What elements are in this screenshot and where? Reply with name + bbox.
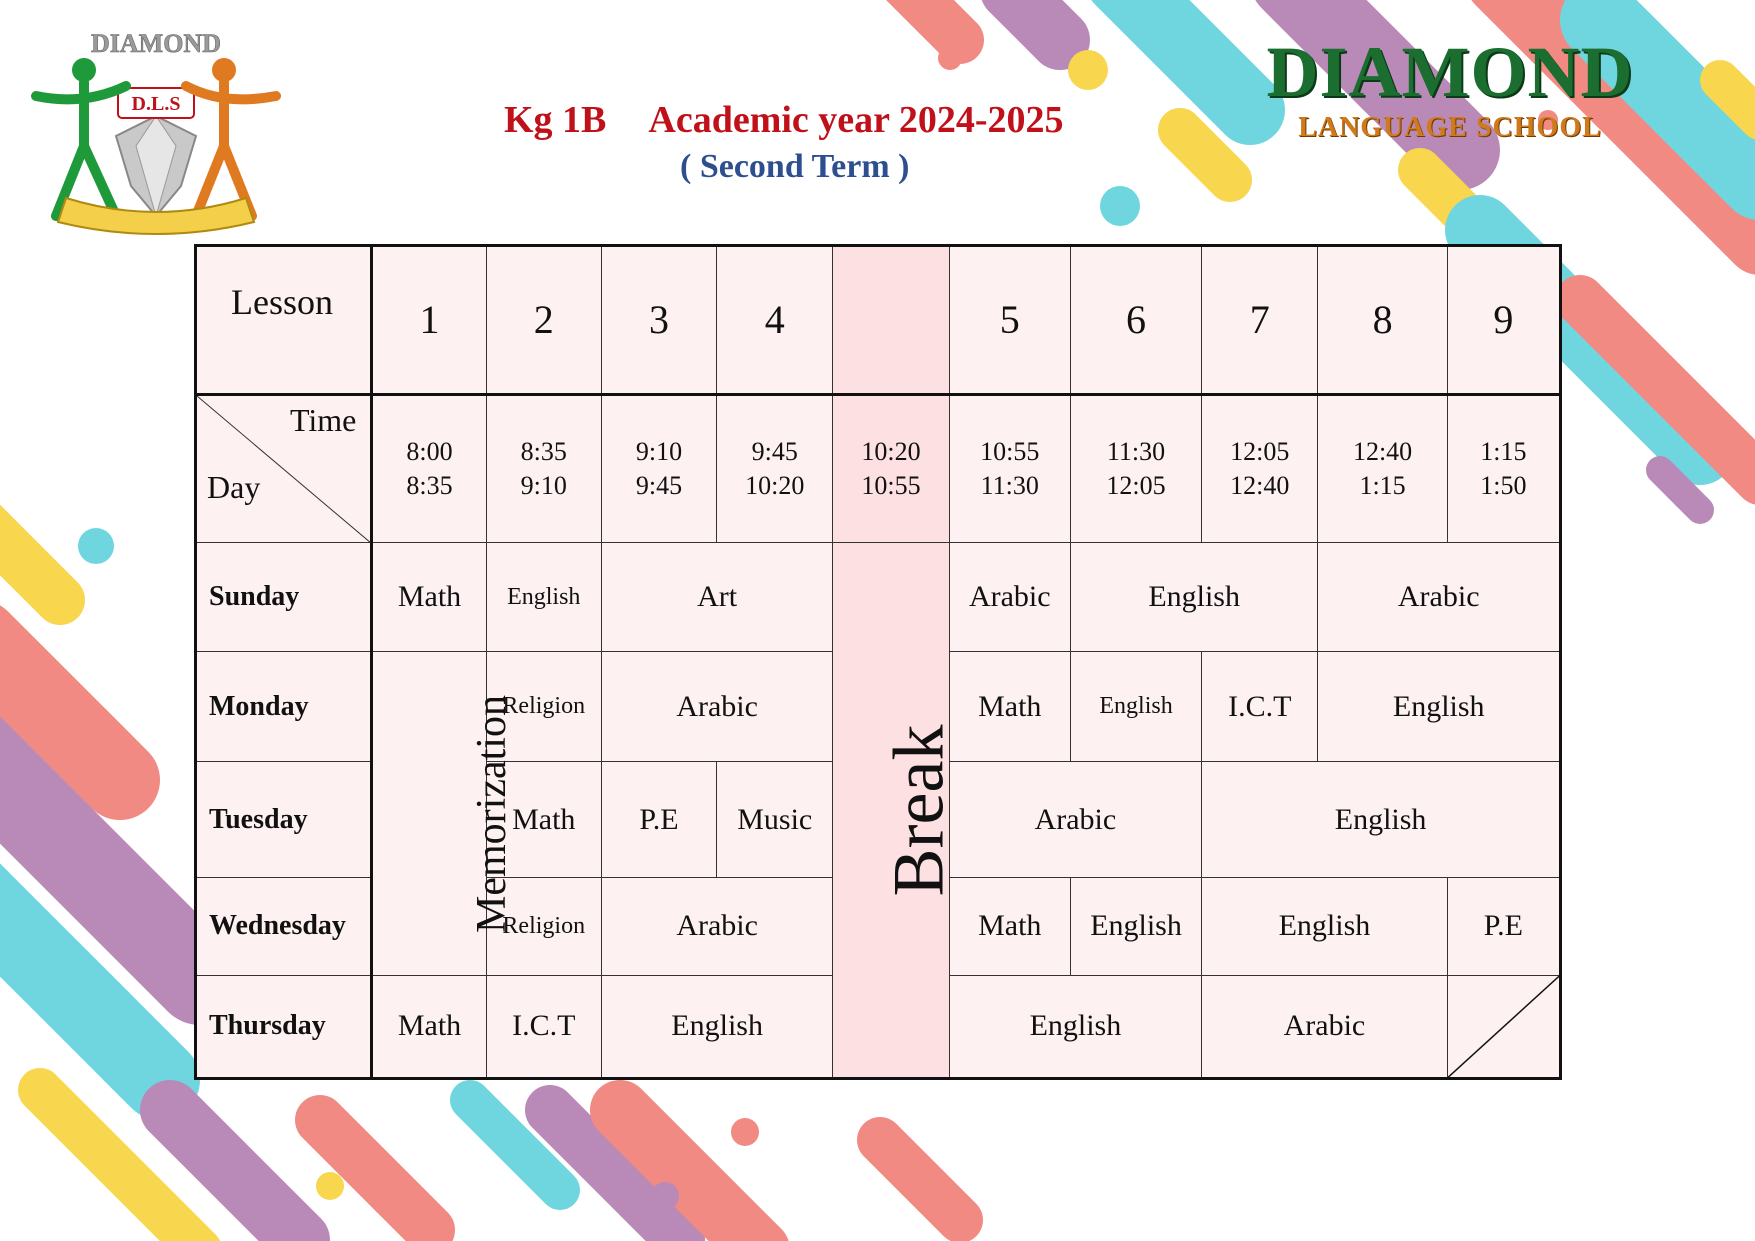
lesson-header: Lesson bbox=[196, 246, 372, 395]
subject-cell: P.E bbox=[1447, 878, 1560, 975]
subject-cell: English bbox=[1202, 761, 1561, 877]
subject-cell: Math bbox=[949, 652, 1070, 761]
academic-year: Academic year 2024-2025 bbox=[648, 99, 1064, 141]
lesson-number: 5 bbox=[949, 246, 1070, 395]
lesson-number: 1 bbox=[372, 246, 486, 395]
time-slot: 11:30 12:05 bbox=[1070, 394, 1201, 543]
page-title bbox=[504, 98, 1064, 142]
subject-cell: Arabic bbox=[949, 761, 1202, 877]
logo-top-text: DIAMOND bbox=[91, 29, 221, 58]
day-name: Wednesday bbox=[196, 878, 372, 975]
brand-subtitle: LANGUAGE SCHOOL bbox=[1298, 112, 1602, 143]
subject-cell: Art bbox=[601, 543, 833, 652]
subject-cell: English bbox=[601, 975, 833, 1078]
time-slot: 12:05 12:40 bbox=[1202, 394, 1318, 543]
time-row bbox=[196, 394, 1561, 543]
subject-cell: English bbox=[486, 543, 601, 652]
time-slot: 10:55 11:30 bbox=[949, 394, 1070, 543]
empty-slot bbox=[1447, 975, 1560, 1078]
lesson-number: 4 bbox=[717, 246, 833, 395]
subject-cell: Arabic bbox=[601, 652, 833, 761]
class-name: Kg 1B bbox=[504, 99, 607, 141]
subject-cell: Religion bbox=[486, 652, 601, 761]
subject-cell: Math bbox=[372, 543, 486, 652]
day-name: Tuesday bbox=[196, 761, 372, 877]
day-name: Monday bbox=[196, 652, 372, 761]
memorization-cell bbox=[372, 652, 516, 975]
subject-cell: English bbox=[1070, 878, 1201, 975]
time-slot: 8:00 8:35 bbox=[372, 394, 486, 543]
subject-cell: English bbox=[1070, 543, 1318, 652]
time-slot: 9:45 10:20 bbox=[717, 394, 833, 543]
time-slot-break: 10:20 10:55 bbox=[833, 394, 949, 543]
subject-cell: Math bbox=[949, 878, 1070, 975]
time-slot: 9:10 9:45 bbox=[601, 394, 716, 543]
subject-cell: I.C.T bbox=[486, 975, 601, 1078]
time-slot: 8:35 9:10 bbox=[486, 394, 601, 543]
subject-cell: Math bbox=[486, 761, 601, 877]
lesson-number-row bbox=[196, 246, 1561, 395]
time-slot: 1:15 1:50 bbox=[1447, 394, 1560, 543]
empty-slot-diagonal bbox=[1448, 976, 1559, 1077]
timetable bbox=[194, 244, 1562, 1080]
lesson-number: 2 bbox=[486, 246, 601, 395]
lesson-number: 6 bbox=[1070, 246, 1201, 395]
subject-cell: Arabic bbox=[949, 543, 1070, 652]
subject-cell: English bbox=[1318, 652, 1561, 761]
subject-cell: I.C.T bbox=[1202, 652, 1318, 761]
day-name: Sunday bbox=[196, 543, 372, 652]
subject-cell: Religion bbox=[486, 878, 601, 975]
break-header-cell bbox=[833, 246, 949, 395]
brand-wordmark bbox=[1240, 32, 1660, 144]
time-day-header bbox=[196, 394, 372, 543]
subject-cell: English bbox=[949, 975, 1202, 1078]
lesson-number: 9 bbox=[1447, 246, 1560, 395]
subject-cell: Arabic bbox=[1202, 975, 1448, 1078]
day-label: Day bbox=[207, 469, 261, 506]
school-logo bbox=[26, 26, 286, 236]
lesson-number: 8 bbox=[1318, 246, 1447, 395]
subject-cell: Music bbox=[717, 761, 833, 877]
lesson-number: 7 bbox=[1202, 246, 1318, 395]
logo-badge-text: D.L.S bbox=[131, 93, 181, 115]
lesson-number: 3 bbox=[601, 246, 716, 395]
subject-cell: Arabic bbox=[1318, 543, 1561, 652]
term-subtitle: ( Second Term ) bbox=[680, 148, 910, 185]
subject-cell: P.E bbox=[601, 761, 716, 877]
brand-name: DIAMOND bbox=[1266, 32, 1634, 112]
subject-cell: English bbox=[1202, 878, 1448, 975]
subject-cell: Arabic bbox=[601, 878, 833, 975]
time-label: Time bbox=[289, 401, 357, 438]
day-name: Thursday bbox=[196, 975, 372, 1078]
break-label: Break bbox=[878, 724, 959, 896]
time-slot: 12:40 1:15 bbox=[1318, 394, 1447, 543]
subject-cell: English bbox=[1070, 652, 1201, 761]
memorization-label: Memorization bbox=[469, 694, 516, 933]
break-column bbox=[833, 543, 959, 1079]
subject-cell: Math bbox=[372, 975, 486, 1078]
day-row-sunday bbox=[196, 543, 1561, 652]
